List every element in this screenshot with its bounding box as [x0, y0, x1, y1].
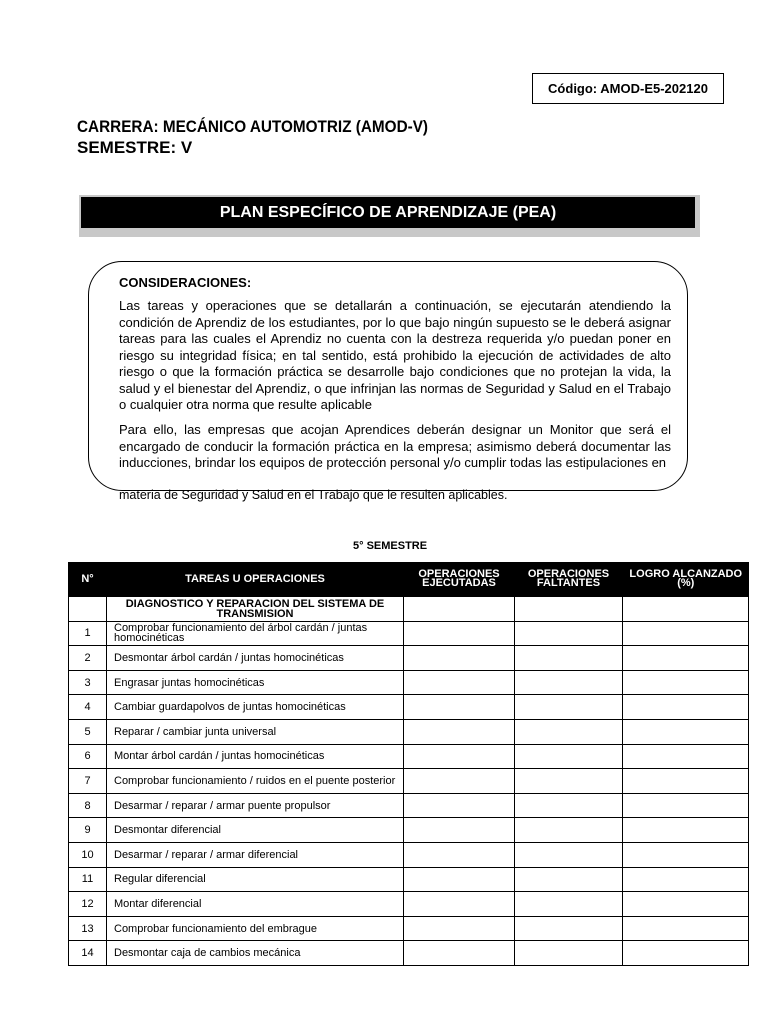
row-task: Desmontar diferencial [107, 818, 404, 843]
row-task: Montar diferencial [107, 892, 404, 917]
table-row [69, 892, 749, 917]
executed-cell[interactable] [404, 621, 515, 646]
row-task: Engrasar juntas homocinéticas [107, 670, 404, 695]
row-number: 12 [69, 892, 107, 917]
executed-cell[interactable] [404, 646, 515, 671]
achievement-cell[interactable] [623, 719, 749, 744]
achievement-cell[interactable] [623, 867, 749, 892]
missing-cell[interactable] [515, 793, 623, 818]
header-tasks: TAREAS U OPERACIONES [107, 562, 404, 597]
row-number: 8 [69, 793, 107, 818]
table-row [69, 719, 749, 744]
missing-cell[interactable] [515, 818, 623, 843]
missing-cell[interactable] [515, 695, 623, 720]
executed-cell[interactable] [404, 818, 515, 843]
executed-cell[interactable] [404, 695, 515, 720]
achievement-cell[interactable] [623, 769, 749, 794]
achievement-cell[interactable] [623, 597, 749, 622]
achievement-cell[interactable] [623, 916, 749, 941]
semester-title: SEMESTRE: V [77, 138, 193, 157]
row-task: Desmontar caja de cambios mecánica [107, 941, 404, 966]
missing-cell[interactable] [515, 744, 623, 769]
row-task: Comprobar funcionamiento del árbol cardán / juntas homocinéticas [107, 621, 404, 646]
table-row [69, 867, 749, 892]
missing-cell[interactable] [515, 941, 623, 966]
career-title: CARRERA: MECÁNICO AUTOMOTRIZ (AMOD-V) [77, 117, 429, 136]
table-row [69, 695, 749, 720]
table-header-row [69, 562, 749, 597]
document-code: Código: AMOD-E5-202120 [532, 73, 724, 104]
table-row [69, 744, 749, 769]
group-title: DIAGNOSTICO Y REPARACION DEL SISTEMA DE TRANSMISION [107, 597, 404, 622]
row-number: 10 [69, 842, 107, 867]
table-row [69, 646, 749, 671]
row-number: 3 [69, 670, 107, 695]
achievement-cell[interactable] [623, 744, 749, 769]
table-row [69, 769, 749, 794]
table-row [69, 621, 749, 646]
plan-title: PLAN ESPECÍFICO DE APRENDIZAJE (PEA) [81, 197, 695, 228]
executed-cell[interactable] [404, 597, 515, 622]
achievement-cell[interactable] [623, 670, 749, 695]
row-number: 7 [69, 769, 107, 794]
missing-cell[interactable] [515, 670, 623, 695]
executed-cell[interactable] [404, 842, 515, 867]
missing-cell[interactable] [515, 646, 623, 671]
missing-cell[interactable] [515, 597, 623, 622]
row-number: 5 [69, 719, 107, 744]
executed-cell[interactable] [404, 892, 515, 917]
missing-cell[interactable] [515, 769, 623, 794]
row-number: 2 [69, 646, 107, 671]
row-number: 9 [69, 818, 107, 843]
executed-cell[interactable] [404, 941, 515, 966]
row-number: 4 [69, 695, 107, 720]
considerations-paragraph-2: Para ello, las empresas que acojan Aprendices deberán designar un Monitor que será el encargado de conducir la formación práctica en la empresa; asimismo deberá documentar las inducciones, brindar los equipos de protección personal y/o cumplir todas las estipulaciones en [119, 422, 671, 470]
table-row [69, 670, 749, 695]
row-task: Desarmar / reparar / armar diferencial [107, 842, 404, 867]
achievement-cell[interactable] [623, 892, 749, 917]
achievement-cell[interactable] [623, 941, 749, 966]
executed-cell[interactable] [404, 769, 515, 794]
row-task: Comprobar funcionamiento / ruidos en el puente posterior [107, 769, 404, 794]
row-task: Regular diferencial [107, 867, 404, 892]
missing-cell[interactable] [515, 842, 623, 867]
row-number: 13 [69, 916, 107, 941]
executed-cell[interactable] [404, 793, 515, 818]
achievement-cell[interactable] [623, 818, 749, 843]
row-number: 1 [69, 621, 107, 646]
group-row [69, 597, 749, 622]
missing-cell[interactable] [515, 867, 623, 892]
row-task: Reparar / cambiar junta universal [107, 719, 404, 744]
missing-cell[interactable] [515, 719, 623, 744]
row-number: 6 [69, 744, 107, 769]
tasks-table [68, 562, 749, 966]
table-row [69, 793, 749, 818]
header-number: N° [69, 562, 107, 597]
executed-cell[interactable] [404, 744, 515, 769]
row-task: Comprobar funcionamiento del embrague [107, 916, 404, 941]
row-task: Desarmar / reparar / armar puente propulsor [107, 793, 404, 818]
row-task: Montar árbol cardán / juntas homocinéticas [107, 744, 404, 769]
row-number: 14 [69, 941, 107, 966]
header-missing: OPERACIONES FALTANTES [515, 562, 623, 597]
executed-cell[interactable] [404, 670, 515, 695]
achievement-cell[interactable] [623, 695, 749, 720]
missing-cell[interactable] [515, 916, 623, 941]
achievement-cell[interactable] [623, 621, 749, 646]
achievement-cell[interactable] [623, 842, 749, 867]
executed-cell[interactable] [404, 867, 515, 892]
achievement-cell[interactable] [623, 646, 749, 671]
table-row [69, 941, 749, 966]
table-row [69, 916, 749, 941]
achievement-cell[interactable] [623, 793, 749, 818]
row-number: 11 [69, 867, 107, 892]
considerations-title: CONSIDERACIONES: [119, 275, 252, 290]
missing-cell[interactable] [515, 892, 623, 917]
executed-cell[interactable] [404, 916, 515, 941]
header-executed: OPERACIONES EJECUTADAS [404, 562, 515, 597]
considerations-paragraph-1: Las tareas y operaciones que se detallarán a continuación, se ejecutarán atendiendo la condición de Aprendiz de los estudiantes, por lo que bajo ningún supuesto se le deberá asignar tareas para las cuales el Aprendiz no cuenta con la destreza requerida y/o puedan poner en riesgo su integridad física; en tal sentido, está prohibido la ejecución de actividades de alto riesgo o que la formación práctica se desarrolle bajo condiciones que no protejan la vida, la salud y el bienestar del Aprendiz, o que infrinjan las normas de Seguridad y Salud en el Trabajo o cualquier otra norma que resulte aplicable [119, 298, 671, 412]
missing-cell[interactable] [515, 621, 623, 646]
semester-label: 5° SEMESTRE [353, 540, 428, 552]
table-row [69, 818, 749, 843]
group-number-cell [69, 597, 107, 622]
header-achievement: LOGRO ALCANZADO (%) [623, 562, 749, 597]
executed-cell[interactable] [404, 719, 515, 744]
table-row [69, 842, 749, 867]
considerations-paragraph-3: materia de Seguridad y Salud en el Trabajo que le resulten aplicables. [119, 488, 508, 502]
row-task: Desmontar árbol cardán / juntas homocinéticas [107, 646, 404, 671]
row-task: Cambiar guardapolvos de juntas homocinéticas [107, 695, 404, 720]
